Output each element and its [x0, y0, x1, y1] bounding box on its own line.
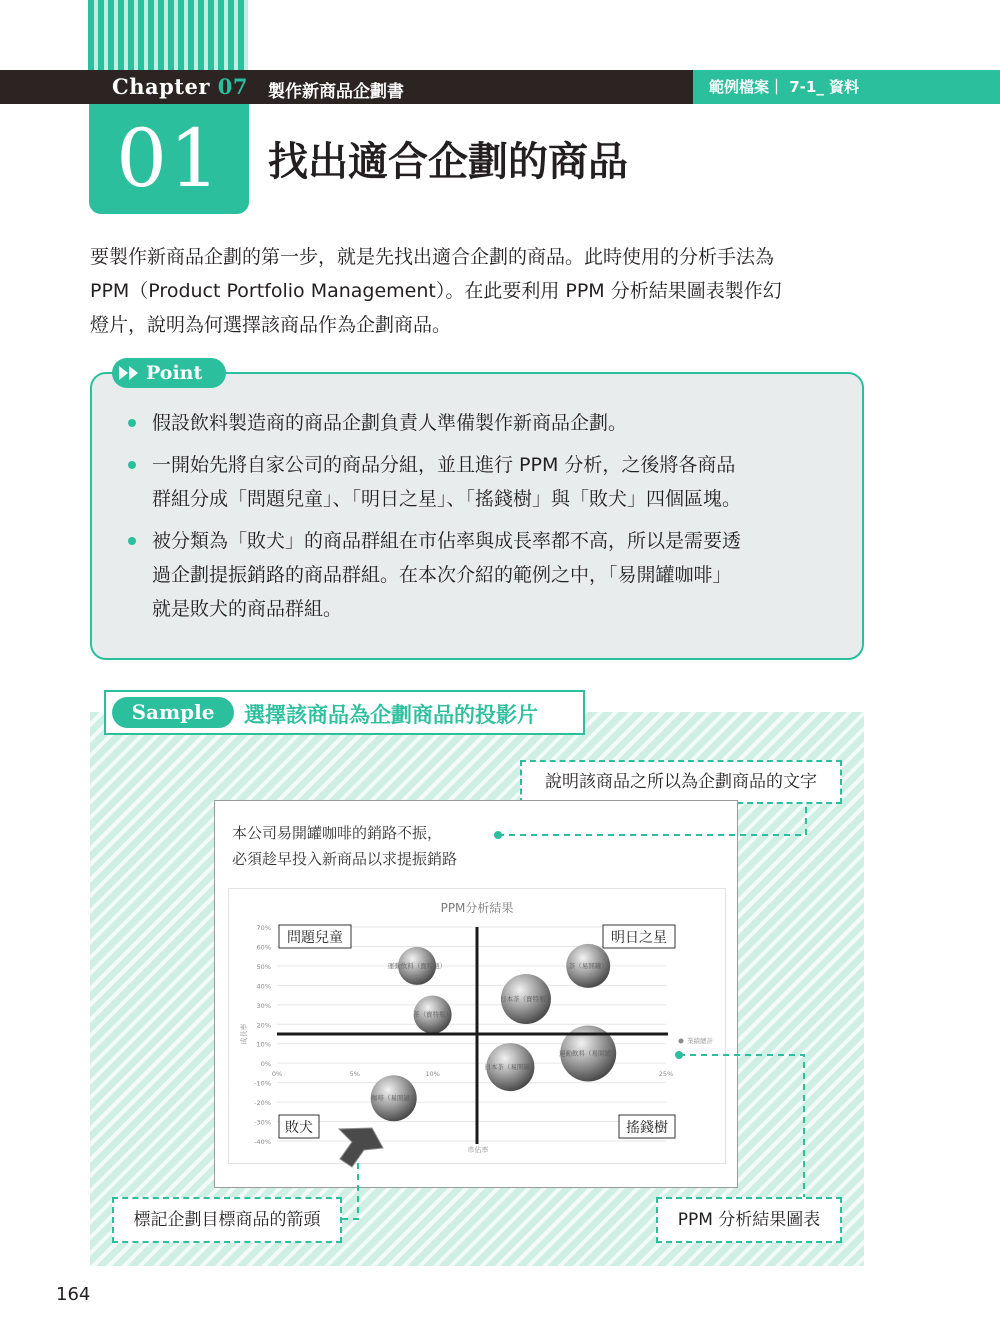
slide-message-line: 本公司易開罐咖啡的銷路不振，	[232, 824, 443, 842]
intro-line: PPM（Product Portfolio Management）。在此要利用 PPM 分析結果圖表製作幻	[90, 280, 782, 302]
bubble-data-label: 茶（易開罐）	[568, 961, 608, 970]
chapter-number: 07	[217, 74, 248, 99]
y-tick-label: 50%	[256, 962, 271, 971]
x-tick-label: 10%	[425, 1070, 440, 1079]
y-tick-label: -20%	[254, 1099, 271, 1108]
callout-leader-line	[498, 805, 806, 835]
quadrant-label-cash-cow: 搖錢樹	[626, 1120, 668, 1136]
y-tick-label: 40%	[256, 982, 271, 991]
section-title: 找出適合企劃的商品	[268, 139, 628, 185]
chapter-title: 製作新商品企劃書	[268, 82, 404, 102]
text-callout: 說明該商品之所以為企劃商品的文字	[520, 760, 842, 804]
y-tick-label: 0%	[260, 1060, 271, 1069]
y-tick-label: -30%	[254, 1118, 271, 1127]
y-tick-label: -40%	[254, 1138, 271, 1146]
bubble-data-label: 運動飲料（易開罐）	[558, 1049, 618, 1058]
point-line: 過企劃提振銷路的商品群組。在本次介紹的範例之中，「易開罐咖啡」	[152, 564, 732, 586]
point-line: 群組分成「問題兒童」、「明日之星」、「搖錢樹」與「敗犬」四個區塊。	[152, 488, 742, 510]
slide-message-line: 必須趁早投入新商品以求提振銷路	[232, 850, 458, 868]
arrow-callout: 標記企劃目標商品的箭頭	[112, 1197, 342, 1243]
x-axis-title: 市佔率	[467, 1146, 489, 1154]
bubble-data-label: 運動飲料（寶特瓶）	[387, 961, 447, 970]
quadrant-label-dog: 敗犬	[285, 1120, 313, 1136]
y-tick-label: 20%	[256, 1021, 271, 1030]
y-tick-label: 30%	[256, 1001, 271, 1010]
point-tag: Point	[112, 358, 226, 388]
point-line: 被分類為「敗犬」的商品群組在市佔率與成長率都不高，所以是需要透	[152, 530, 742, 552]
y-tick-label: 70%	[256, 924, 271, 932]
chart-callout: PPM 分析結果圖表	[656, 1197, 842, 1243]
sample-title: 選擇該商品為企劃商品的投影片	[244, 703, 538, 727]
bubble-data-label: 日本茶（易開罐）	[484, 1063, 537, 1072]
quadrant-label-star: 明日之星	[611, 930, 667, 946]
chart-title: PPM分析結果	[440, 901, 514, 915]
legend-marker	[679, 1039, 684, 1044]
intro-line: 要製作新商品企劃的第一步，就是先找出適合企劃的商品。此時使用的分析手法為	[90, 246, 775, 268]
point-line: 就是敗犬的商品群組。	[152, 598, 343, 620]
callout-leader-line	[679, 1055, 804, 1197]
bubble-data-label: 茶（寶特瓶）	[413, 1010, 453, 1019]
y-axis-title: 成長率	[240, 1023, 248, 1045]
chapter-word: Chapter	[112, 74, 210, 99]
x-tick-label: 0%	[271, 1070, 283, 1079]
sample-tag: Sample	[112, 697, 234, 728]
callout-leader-dot	[494, 831, 502, 839]
y-tick-label: 60%	[256, 943, 271, 952]
target-arrow-icon	[339, 1128, 383, 1167]
callout-leader-dot	[675, 1051, 683, 1059]
bubble-data-label: 咖啡（易開罐）	[370, 1094, 417, 1103]
quadrant-label-question-mark: 問題兒童	[287, 930, 343, 946]
point-line: 假設飲料製造商的商品企劃負責人準備製作新商品企劃。	[152, 412, 628, 434]
intro-line: 燈片，說明為何選擇該商品作為企劃商品。	[90, 314, 452, 336]
page-number: 164	[56, 1284, 91, 1305]
x-tick-label: 5%	[349, 1070, 360, 1079]
x-tick-label: 25%	[658, 1070, 674, 1079]
example-file-tag: 範例檔案｜ 7-1_ 資料	[693, 70, 1000, 104]
legend-label: 業績總計	[687, 1037, 713, 1045]
bubble-data-label: 日本茶（寶特瓶）	[499, 994, 552, 1003]
y-tick-label: -10%	[254, 1079, 271, 1088]
y-tick-label: 10%	[256, 1040, 271, 1049]
point-line: 一開始先將自家公司的商品分組，並且進行 PPM 分析，之後將各商品	[152, 454, 736, 476]
section-number: 01	[89, 104, 249, 214]
